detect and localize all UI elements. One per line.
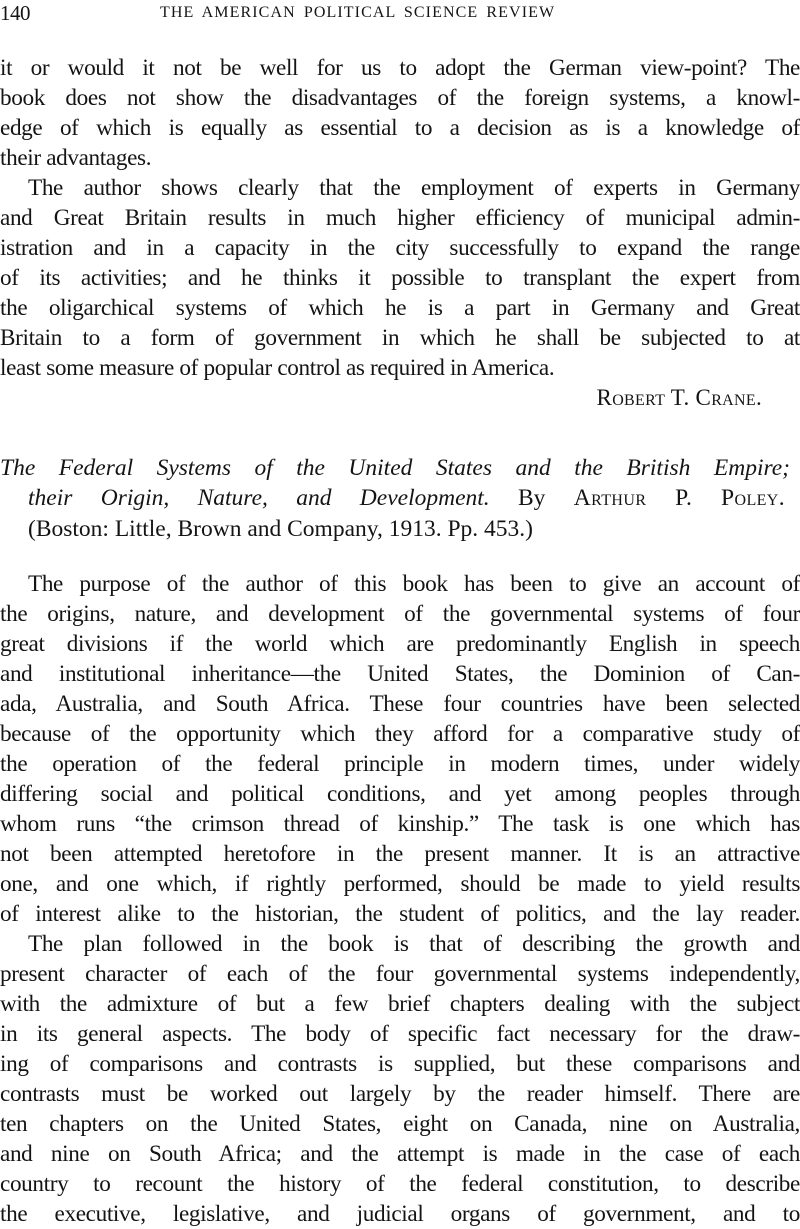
- text-line: it or would it not be well for us to adopt the German view-point? The: [0, 55, 800, 81]
- page-number: 140: [0, 1, 30, 25]
- text-line: ten chapters on the United States, eight on Canada, nine on Australia,: [0, 1111, 800, 1137]
- by-label: By: [518, 485, 546, 511]
- text-line: in its general aspects. The body of specific fact necessary for the draw-: [0, 1021, 800, 1047]
- book-subtitle: their Origin, Nature, and Development.: [28, 485, 490, 511]
- text-line: with the admixture of but a few brief chapters dealing with the subject: [0, 991, 800, 1017]
- text-line: their advantages.: [0, 145, 152, 171]
- text-line: the origins, nature, and development of the governmental systems of four: [0, 601, 800, 627]
- text-line: The author shows clearly that the employment of experts in Germany: [28, 175, 800, 201]
- text-line: one, and one which, if rightly performed, should be made to yield results: [0, 871, 800, 897]
- text-line: ing of comparisons and contrasts is supplied, but these comparisons and: [0, 1051, 800, 1077]
- text-line: the executive, legislative, and judicial organs of government, and to: [0, 1201, 800, 1227]
- text-line: edge of which is equally as essential to a decision as is a knowledge of: [0, 115, 800, 141]
- text-line: not been attempted heretofore in the present manner. It is an attractive: [0, 841, 800, 867]
- text-line: The plan followed in the book is that of describing the growth and: [28, 931, 800, 957]
- text-line: the operation of the federal principle in modern times, under widely: [0, 751, 800, 777]
- text-line: book does not show the disadvantages of the foreign systems, a knowl-: [0, 85, 800, 111]
- text-line: and nine on South Africa; and the attempt is made in the case of each: [0, 1141, 800, 1167]
- text-line: Britain to a form of government in which he shall be subjected to at: [0, 325, 800, 351]
- text-line: and Great Britain results in much higher efficiency of municipal admin-: [0, 205, 800, 231]
- book-publication: (Boston: Little, Brown and Company, 1913. Pp. 453.): [28, 516, 534, 542]
- text-line: of its activities; and he thinks it possible to transplant the expert from: [0, 265, 800, 291]
- text-line: whom runs “the crimson thread of kinship.” The task is one which has: [0, 811, 800, 837]
- text-line: contrasts must be worked out largely by the reader himself. There are: [0, 1081, 800, 1107]
- running-head: [0, 0, 800, 26]
- book-author: Arthur P. Poley.: [573, 485, 786, 511]
- text-line: differing social and political conditions, and yet among peoples through: [0, 781, 800, 807]
- reviewer-signature: Robert T. Crane.: [596, 385, 762, 410]
- text-line: least some measure of popular control as required in America.: [0, 355, 555, 381]
- text-line: ada, Australia, and South Africa. These four countries have been selected: [0, 691, 800, 717]
- book-title-line-2: [28, 483, 785, 513]
- text-line: great divisions if the world which are predominantly English in speech: [0, 631, 800, 657]
- text-line: present character of each of the four governmental systems independently,: [0, 961, 800, 987]
- text-line: of interest alike to the historian, the student of politics, and the lay reader.: [0, 901, 800, 927]
- text-line: because of the opportunity which they afford for a comparative study of: [0, 721, 800, 747]
- journal-title: THE AMERICAN POLITICAL SCIENCE REVIEW: [160, 4, 556, 21]
- text-line: the oligarchical systems of which he is a part in Germany and Great: [0, 295, 800, 321]
- text-line: country to recount the history of the federal constitution, to describe: [0, 1171, 800, 1197]
- text-line: and institutional inheritance—the United States, the Dominion of Can-: [0, 661, 800, 687]
- text-line: istration and in a capacity in the city successfully to expand the range: [0, 235, 800, 261]
- text-line: The purpose of the author of this book has been to give an account of: [28, 571, 800, 597]
- book-title-line-1: [0, 453, 790, 483]
- book-title: The Federal Systems of the United States and the British Empire;: [0, 455, 790, 481]
